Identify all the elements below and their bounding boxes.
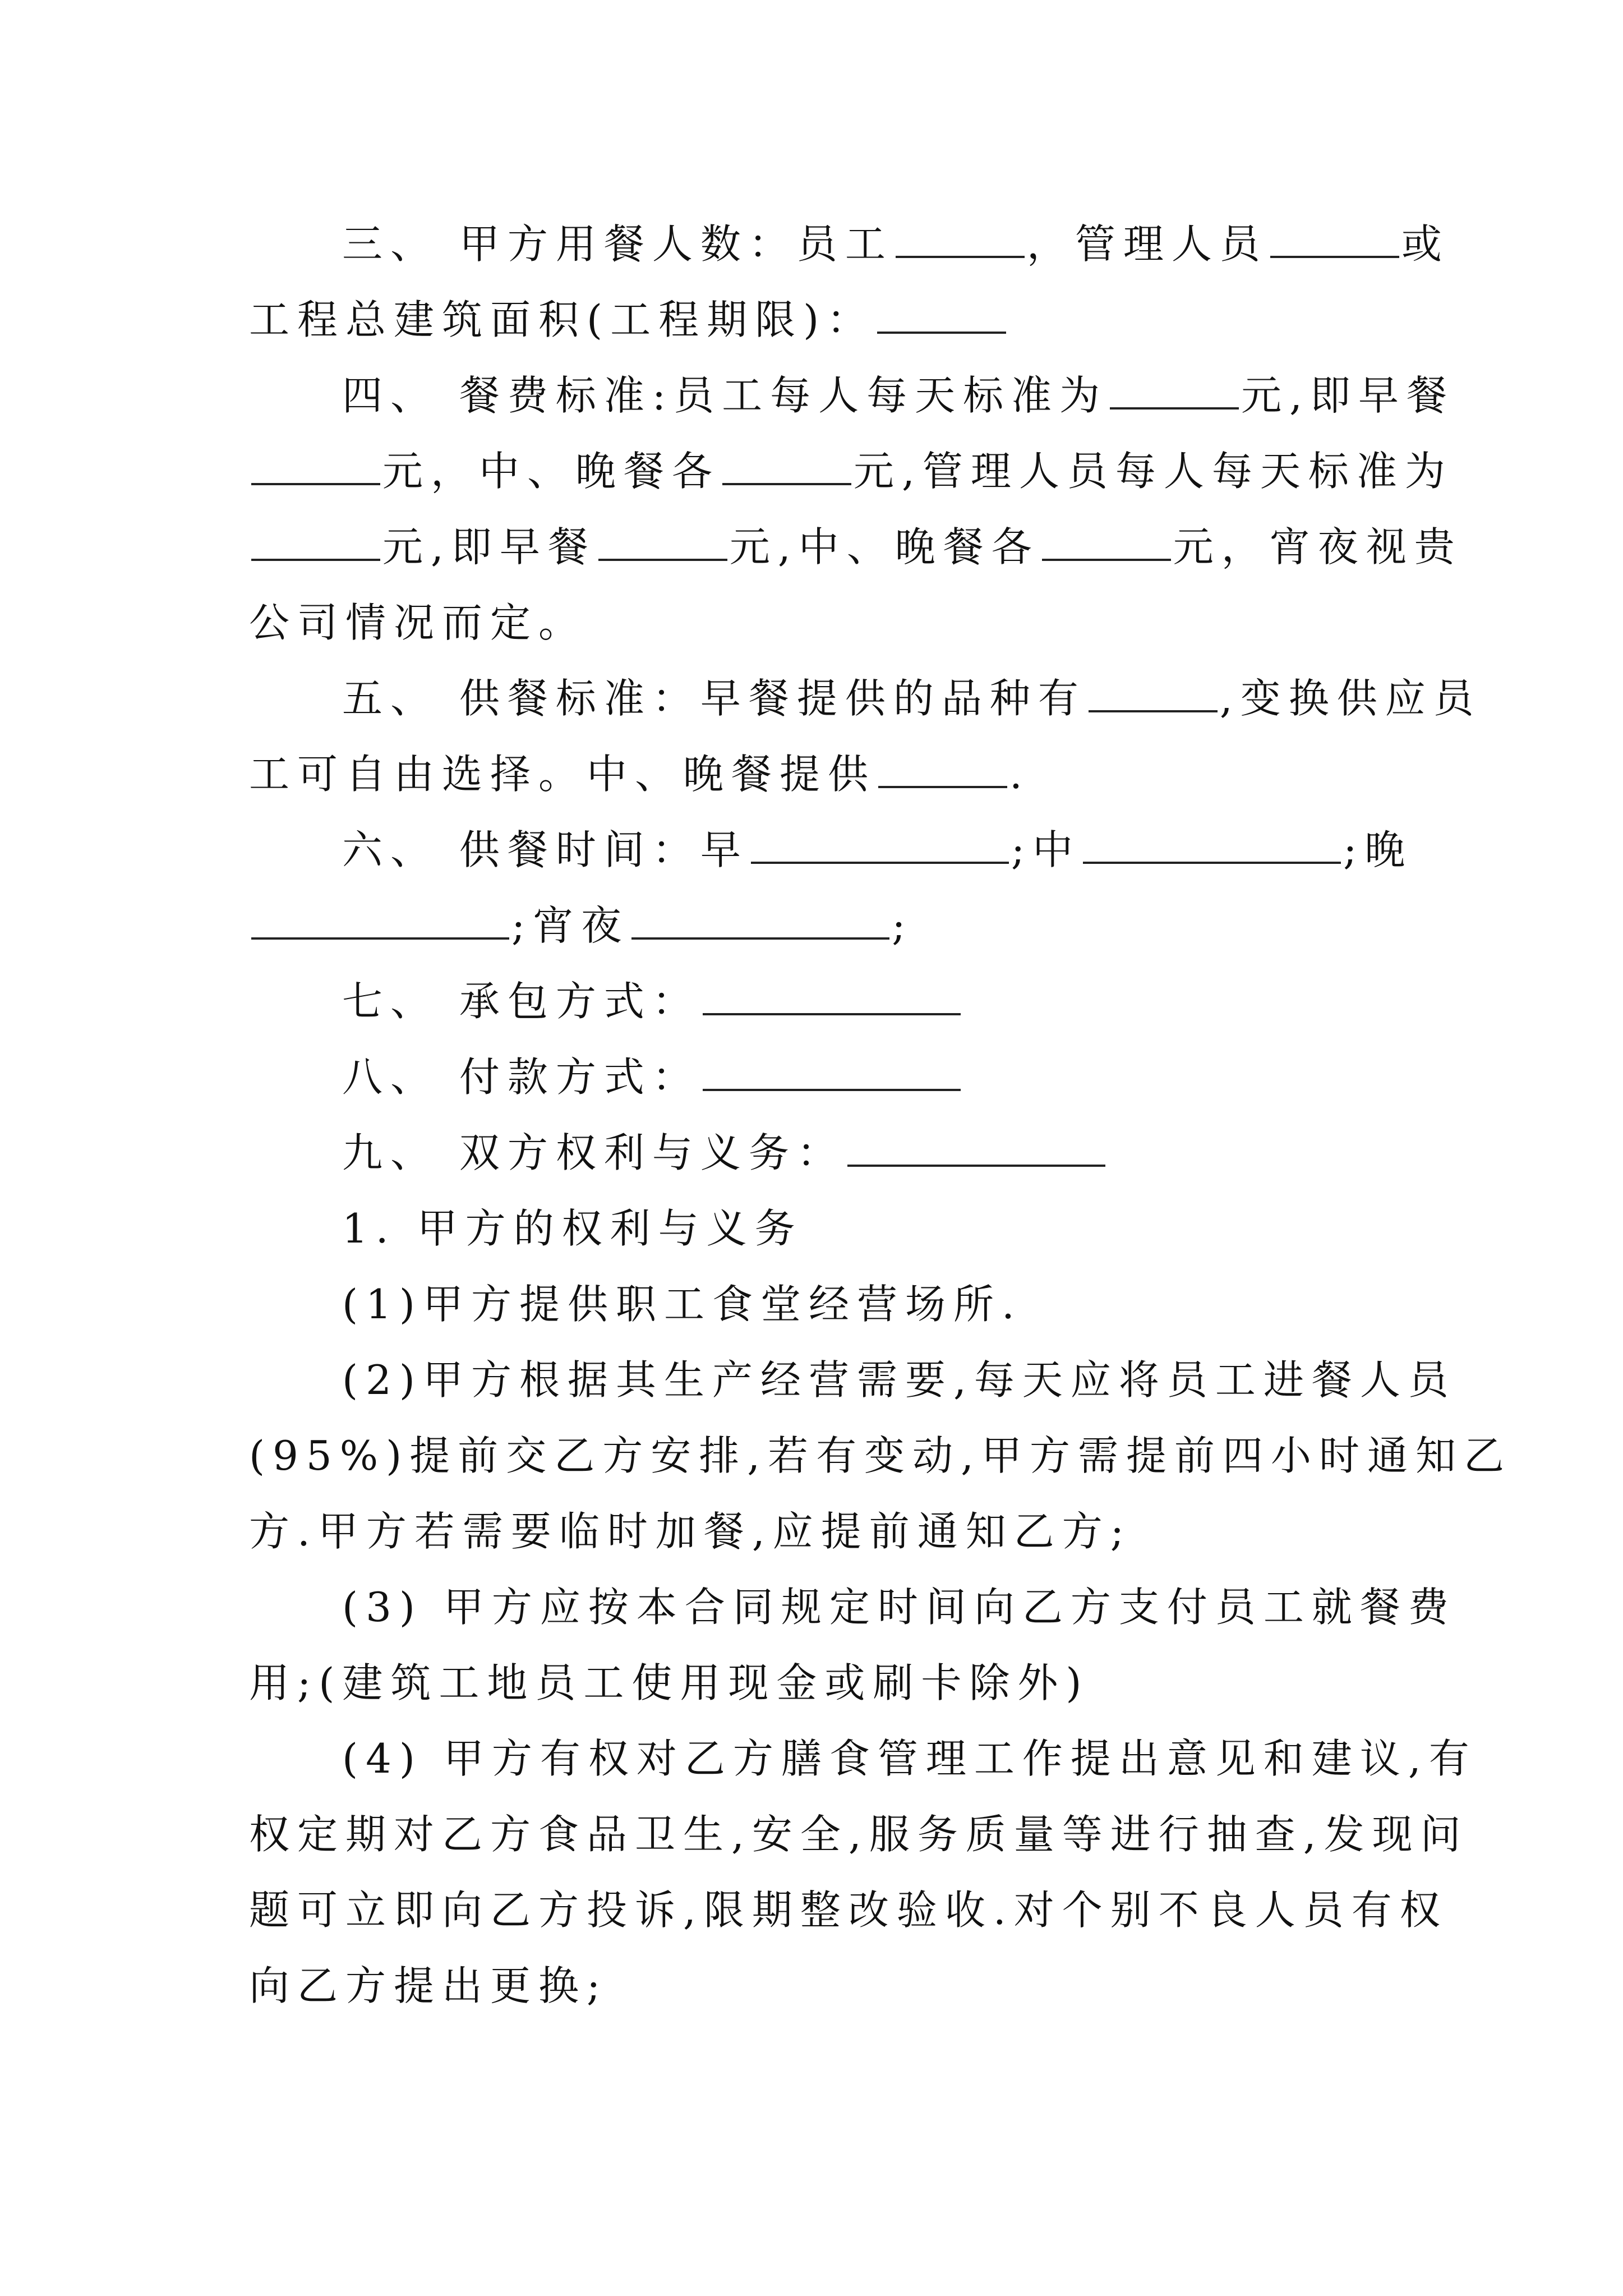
- text: ，管理人员: [1026, 220, 1268, 268]
- clause-6-line-2: [249, 898, 914, 954]
- blank-field[interactable]: [847, 1130, 1105, 1167]
- text: 权定期对乙方食品卫生,安全,服务质量等进行抽查,发现问: [249, 1811, 1469, 1858]
- text: (1)甲方提供职工食堂经营场所.: [342, 1281, 1022, 1328]
- text: 四、 餐费标准:员工每人每天标准为: [342, 372, 1108, 419]
- text: 三、 甲方用餐人数：员工: [342, 220, 893, 268]
- text: 五、 供餐标准：早餐提供的品种有: [342, 675, 1086, 722]
- text: ;宵夜: [511, 902, 630, 949]
- text: 元,管理人员每人每天标准为: [854, 448, 1453, 495]
- blank-field[interactable]: [751, 827, 1009, 864]
- text: 七、 承包方式：: [342, 978, 700, 1025]
- blank-field[interactable]: [251, 448, 380, 485]
- clause-9: [342, 1125, 1108, 1181]
- item-4-line-4: [249, 1958, 608, 2014]
- text: 元，宵夜视贵: [1173, 523, 1463, 570]
- clause-3-line-1: [342, 216, 1450, 272]
- clause-4-line-3: [249, 519, 1463, 575]
- text: ,变换供应员: [1219, 675, 1482, 722]
- text: 元，中、晚餐各: [382, 448, 721, 495]
- item-2-line-1: [342, 1352, 1456, 1408]
- text: 题可立即向乙方投诉,限期整改验收.对个别不良人员有权: [249, 1887, 1448, 1934]
- text: 方.甲方若需要临时加餐,应提前通知乙方;: [249, 1508, 1132, 1555]
- blank-field[interactable]: [703, 978, 961, 1015]
- blank-field[interactable]: [631, 903, 889, 940]
- blank-field[interactable]: [722, 448, 851, 485]
- item-4-line-3: [249, 1882, 1448, 1938]
- subsection-1-heading: [342, 1200, 803, 1257]
- clause-7: [342, 973, 963, 1029]
- text: 元,即早餐: [1241, 372, 1455, 419]
- item-2-line-3: [249, 1503, 1132, 1559]
- blank-field[interactable]: [1270, 221, 1399, 258]
- text: 元,即早餐: [382, 523, 596, 570]
- blank-field[interactable]: [1083, 827, 1341, 864]
- clause-4-line-2: [249, 443, 1453, 499]
- clause-5-line-2: [249, 746, 1030, 802]
- blank-field[interactable]: [1042, 524, 1171, 561]
- item-4-line-2: [249, 1806, 1469, 1862]
- blank-field[interactable]: [896, 221, 1025, 258]
- blank-field[interactable]: [703, 1054, 961, 1091]
- text: 用;(建筑工地员工使用现金或刷卡除外): [249, 1659, 1090, 1706]
- text: 工可自由选择。中、晚餐提供: [249, 751, 877, 798]
- text: (3) 甲方应按本合同规定时间向乙方支付员工就餐费: [342, 1584, 1456, 1631]
- item-3-line-2: [249, 1655, 1089, 1711]
- text: ;: [892, 902, 914, 949]
- blank-field[interactable]: [251, 524, 380, 561]
- text: .: [1009, 751, 1030, 798]
- item-2-line-2: [249, 1428, 1512, 1484]
- clause-4-line-1: [342, 367, 1455, 424]
- item-1: [342, 1276, 1022, 1332]
- text: (4) 甲方有权对乙方膳食管理工作提出意见和建议,有: [342, 1735, 1477, 1782]
- text: 公司情况而定。: [249, 599, 587, 646]
- text: (2)甲方根据其生产经营需要,每天应将员工进餐人员: [342, 1356, 1456, 1404]
- blank-field[interactable]: [598, 524, 727, 561]
- clause-6-line-1: [342, 822, 1413, 878]
- text: 元,中、晚餐各: [729, 523, 1040, 570]
- clause-8: [342, 1049, 963, 1105]
- clause-4-line-4: [249, 595, 587, 651]
- blank-field[interactable]: [251, 903, 509, 940]
- text: ;中: [1011, 826, 1081, 873]
- text: 或: [1401, 220, 1450, 268]
- blank-field[interactable]: [877, 297, 1006, 334]
- blank-field[interactable]: [878, 751, 1007, 788]
- text: 六、 供餐时间：早: [342, 826, 749, 873]
- item-3-line-1: [342, 1579, 1456, 1635]
- clause-3-line-2: [249, 292, 1008, 348]
- blank-field[interactable]: [1110, 372, 1239, 409]
- text: 八、 付款方式：: [342, 1053, 700, 1101]
- clause-5-line-1: [342, 670, 1482, 726]
- text: 工程总建筑面积(工程期限)：: [249, 296, 875, 343]
- text: ;晚: [1343, 826, 1413, 873]
- text: 九、 双方权利与义务：: [342, 1129, 845, 1176]
- text: (95%)提前交乙方安排,若有变动,甲方需提前四小时通知乙: [249, 1432, 1512, 1479]
- item-4-line-1: [342, 1731, 1477, 1787]
- text: 1. 甲方的权利与义务: [342, 1205, 803, 1252]
- text: 向乙方提出更换;: [249, 1962, 608, 2009]
- blank-field[interactable]: [1089, 675, 1218, 712]
